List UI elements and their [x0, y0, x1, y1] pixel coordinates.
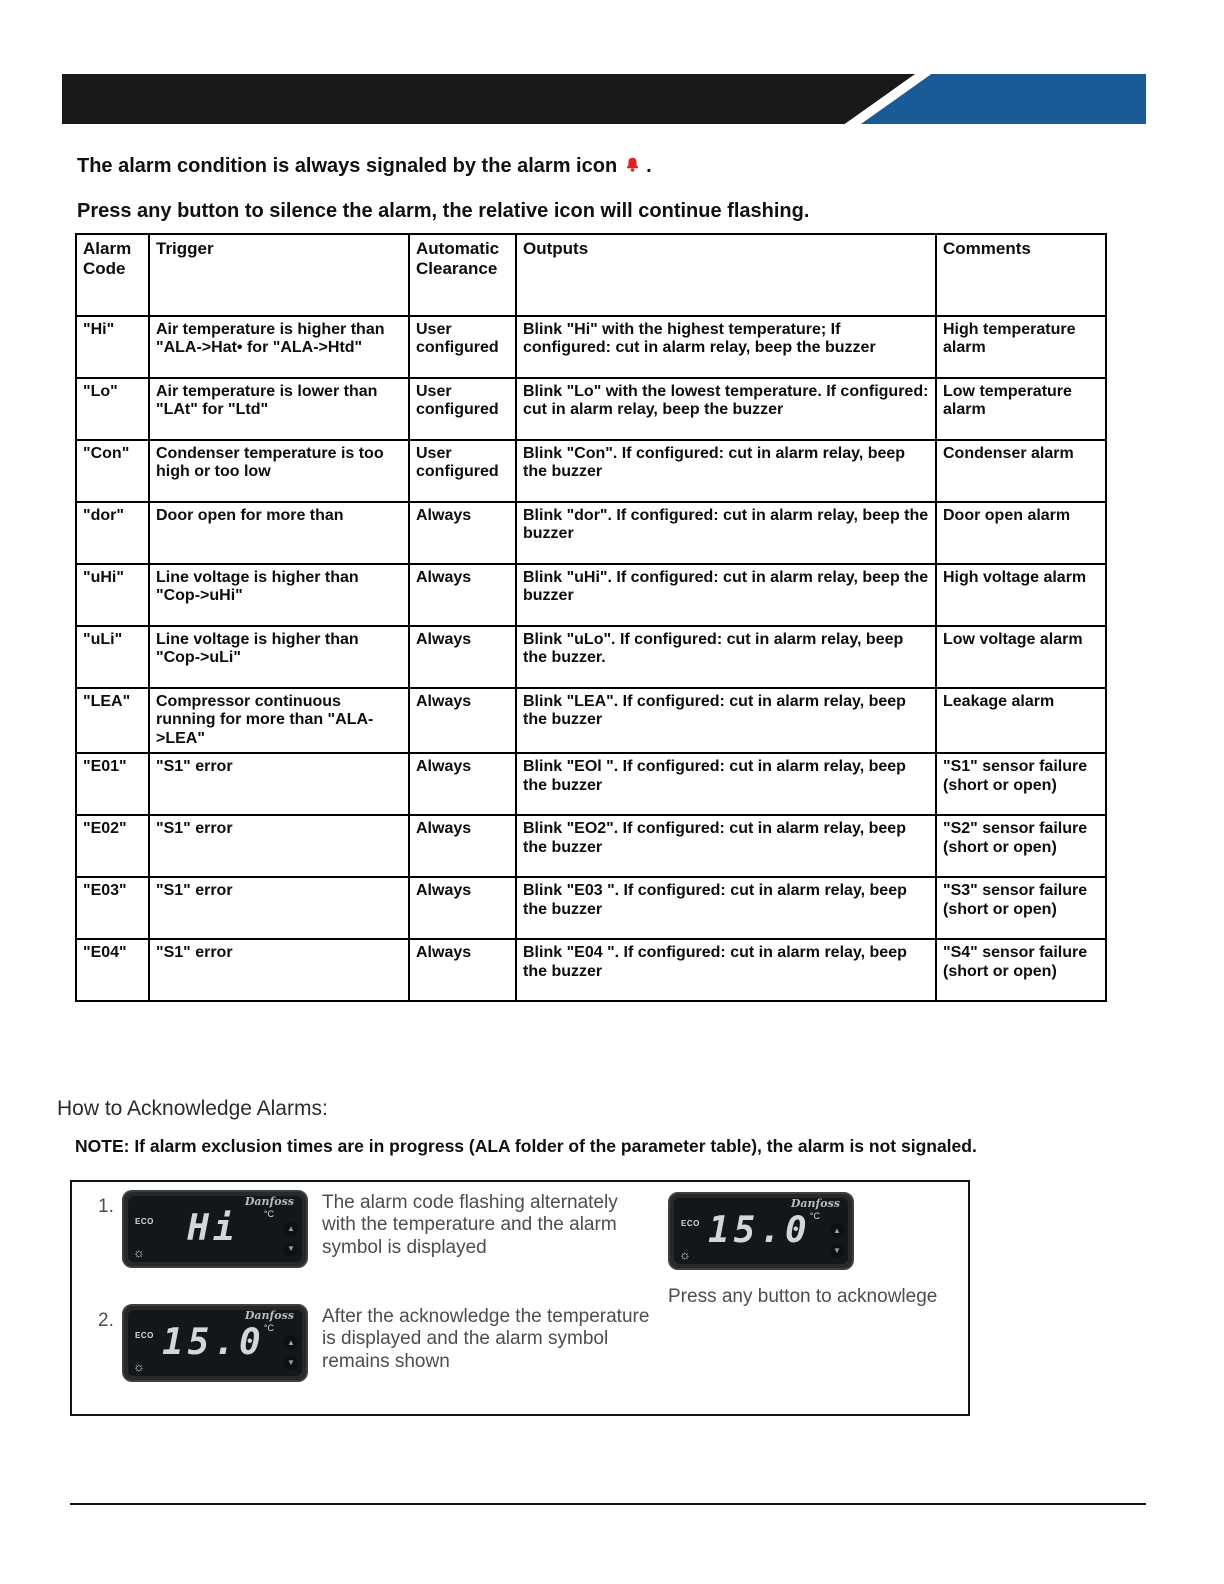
- column-header-alarm-code: Alarm Code: [76, 234, 149, 316]
- table-row: [76, 440, 1106, 502]
- down-arrow-button-icon: ▼: [284, 1242, 298, 1256]
- table-row: [76, 502, 1106, 564]
- cell-outputs: Blink "LEA". If configured: cut in alarm relay, beep the buzzer: [516, 688, 936, 753]
- step-1-text: The alarm code flashing alternately with the temperature and the alarm symbol is displayed: [322, 1192, 618, 1258]
- celsius-label: °C: [809, 1211, 820, 1221]
- cell-trigger: "S1" error: [149, 877, 409, 939]
- lamp-icon: ☼: [679, 1247, 691, 1262]
- table-row: [76, 316, 1106, 378]
- cell-clearance: Always: [409, 688, 516, 753]
- cell-trigger: Air temperature is lower than "LAt" for "Ltd": [149, 378, 409, 440]
- cell-clearance: Always: [409, 626, 516, 688]
- danfoss-logo: Danfoss: [244, 1309, 294, 1322]
- danfoss-logo: Danfoss: [244, 1195, 294, 1208]
- display-value: 15.0: [708, 1210, 811, 1251]
- cell-outputs: Blink "uHi". If configured: cut in alarm relay, beep the buzzer: [516, 564, 936, 626]
- cell-clearance: User configured: [409, 378, 516, 440]
- alarm-bell-icon: [623, 156, 642, 181]
- column-header-automatic-clearance: Automatic Clearance: [409, 234, 516, 316]
- cell-trigger: Door open for more than: [149, 502, 409, 564]
- cell-outputs: Blink "Con". If configured: cut in alarm relay, beep the buzzer: [516, 440, 936, 502]
- silence-instruction: Press any button to silence the alarm, the relative icon will continue flashing.: [77, 200, 810, 222]
- column-header-comments: Comments: [936, 234, 1106, 316]
- cell-alarm-code: "uLi": [76, 626, 149, 688]
- cell-alarm-code: "E01": [76, 753, 149, 815]
- cell-trigger: Line voltage is higher than "Cop->uLi": [149, 626, 409, 688]
- cell-clearance: Always: [409, 564, 516, 626]
- cell-clearance: Always: [409, 502, 516, 564]
- column-header-trigger: Trigger: [149, 234, 409, 316]
- column-header-outputs: Outputs: [516, 234, 936, 316]
- cell-comments: High temperature alarm: [936, 316, 1106, 378]
- cell-comments: Low voltage alarm: [936, 626, 1106, 688]
- acknowledge-figure: [70, 1180, 970, 1416]
- up-arrow-button-icon: ▲: [830, 1224, 844, 1238]
- cell-trigger: Compressor continuous running for more than "ALA->LEA": [149, 688, 409, 753]
- lamp-icon: ☼: [133, 1245, 145, 1260]
- note-text-post: folder of the parameter table), the alarm is not signaled.: [510, 1136, 977, 1156]
- cell-alarm-code: "uHi": [76, 564, 149, 626]
- cell-clearance: Always: [409, 753, 516, 815]
- acknowledge-heading: How to Acknowledge Alarms:: [57, 1097, 328, 1120]
- alarm-table: [75, 233, 1107, 1002]
- controller-display-acknowledged: [668, 1192, 854, 1270]
- cell-comments: Low temperature alarm: [936, 378, 1106, 440]
- cell-outputs: Blink "dor". If configured: cut in alarm relay, beep the buzzer: [516, 502, 936, 564]
- cell-trigger: "S1" error: [149, 939, 409, 1001]
- note-text-pre: If alarm exclusion times are in progress (: [129, 1136, 475, 1156]
- table-row: [76, 626, 1106, 688]
- table-row: [76, 378, 1106, 440]
- cell-comments: High voltage alarm: [936, 564, 1106, 626]
- down-arrow-button-icon: ▼: [830, 1244, 844, 1258]
- eco-label: ECO: [135, 1217, 154, 1226]
- cell-alarm-code: "LEA": [76, 688, 149, 753]
- note-label: NOTE:: [75, 1136, 130, 1156]
- page-header-band: [62, 74, 1146, 124]
- cell-comments: "S4" sensor failure (short or open): [936, 939, 1106, 1001]
- cell-clearance: Always: [409, 815, 516, 877]
- cell-alarm-code: "dor": [76, 502, 149, 564]
- cell-comments: Door open alarm: [936, 502, 1106, 564]
- cell-outputs: Blink "EOl ". If configured: cut in alarm relay, beep the buzzer: [516, 753, 936, 815]
- note-line: [75, 1136, 977, 1157]
- cell-alarm-code: "E03": [76, 877, 149, 939]
- cell-clearance: Always: [409, 939, 516, 1001]
- cell-outputs: Blink "Hi" with the highest temperature; If configured: cut in alarm relay, beep the buzzer: [516, 316, 936, 378]
- cell-outputs: Blink "EO2". If configured: cut in alarm relay, beep the buzzer: [516, 815, 936, 877]
- table-row: [76, 753, 1106, 815]
- cell-comments: "S2" sensor failure (short or open): [936, 815, 1106, 877]
- acknowledge-caption: Press any button to acknowlege: [668, 1286, 938, 1307]
- cell-outputs: Blink "uLo". If configured: cut in alarm relay, beep the buzzer.: [516, 626, 936, 688]
- cell-comments: "S3" sensor failure (short or open): [936, 877, 1106, 939]
- alarm-intro-line: [77, 155, 652, 181]
- table-row: [76, 688, 1106, 753]
- cell-clearance: Always: [409, 877, 516, 939]
- cell-outputs: Blink "E04 ". If configured: cut in alarm relay, beep the buzzer: [516, 939, 936, 1001]
- step-2-number: 2.: [98, 1310, 114, 1331]
- cell-trigger: "S1" error: [149, 753, 409, 815]
- display-value: Hi: [187, 1208, 239, 1249]
- table-header-row: [76, 234, 1106, 316]
- cell-trigger: Line voltage is higher than "Cop->uHi": [149, 564, 409, 626]
- up-arrow-button-icon: ▲: [284, 1222, 298, 1236]
- cell-clearance: User configured: [409, 316, 516, 378]
- table-row: [76, 815, 1106, 877]
- cell-clearance: User configured: [409, 440, 516, 502]
- alarm-intro-period: .: [646, 155, 652, 177]
- display-value: 15.0: [162, 1322, 265, 1363]
- controller-display-step2: [122, 1304, 308, 1382]
- lamp-icon: ☼: [133, 1359, 145, 1374]
- celsius-label: °C: [263, 1323, 274, 1333]
- down-arrow-button-icon: ▼: [284, 1356, 298, 1370]
- cell-alarm-code: "E02": [76, 815, 149, 877]
- cell-outputs: Blink "Lo" with the lowest temperature. If configured: cut in alarm relay, beep the buzzer: [516, 378, 936, 440]
- cell-comments: Condenser alarm: [936, 440, 1106, 502]
- note-ala-keyword: ALA: [474, 1136, 511, 1156]
- table-row: [76, 939, 1106, 1001]
- cell-comments: Leakage alarm: [936, 688, 1106, 753]
- cell-outputs: Blink "E03 ". If configured: cut in alarm relay, beep the buzzer: [516, 877, 936, 939]
- eco-label: ECO: [681, 1219, 700, 1228]
- step-1-number: 1.: [98, 1196, 114, 1217]
- celsius-label: °C: [263, 1209, 274, 1219]
- cell-trigger: Air temperature is higher than "ALA->Hat• for "ALA->Htd": [149, 316, 409, 378]
- alarm-intro-text: The alarm condition is always signaled by the alarm icon: [77, 155, 618, 177]
- cell-trigger: "S1" error: [149, 815, 409, 877]
- table-row: [76, 877, 1106, 939]
- cell-alarm-code: "Con": [76, 440, 149, 502]
- cell-alarm-code: "E04": [76, 939, 149, 1001]
- danfoss-logo: Danfoss: [790, 1197, 840, 1210]
- eco-label: ECO: [135, 1331, 154, 1340]
- step-2-text: After the acknowledge the temperature is displayed and the alarm symbol remains shown: [322, 1306, 650, 1372]
- controller-display-step1: [122, 1190, 308, 1268]
- cell-comments: "S1" sensor failure (short or open): [936, 753, 1106, 815]
- cell-alarm-code: "Lo": [76, 378, 149, 440]
- footer-divider: [70, 1503, 1146, 1505]
- cell-alarm-code: "Hi": [76, 316, 149, 378]
- up-arrow-button-icon: ▲: [284, 1336, 298, 1350]
- table-row: [76, 564, 1106, 626]
- cell-trigger: Condenser temperature is too high or too low: [149, 440, 409, 502]
